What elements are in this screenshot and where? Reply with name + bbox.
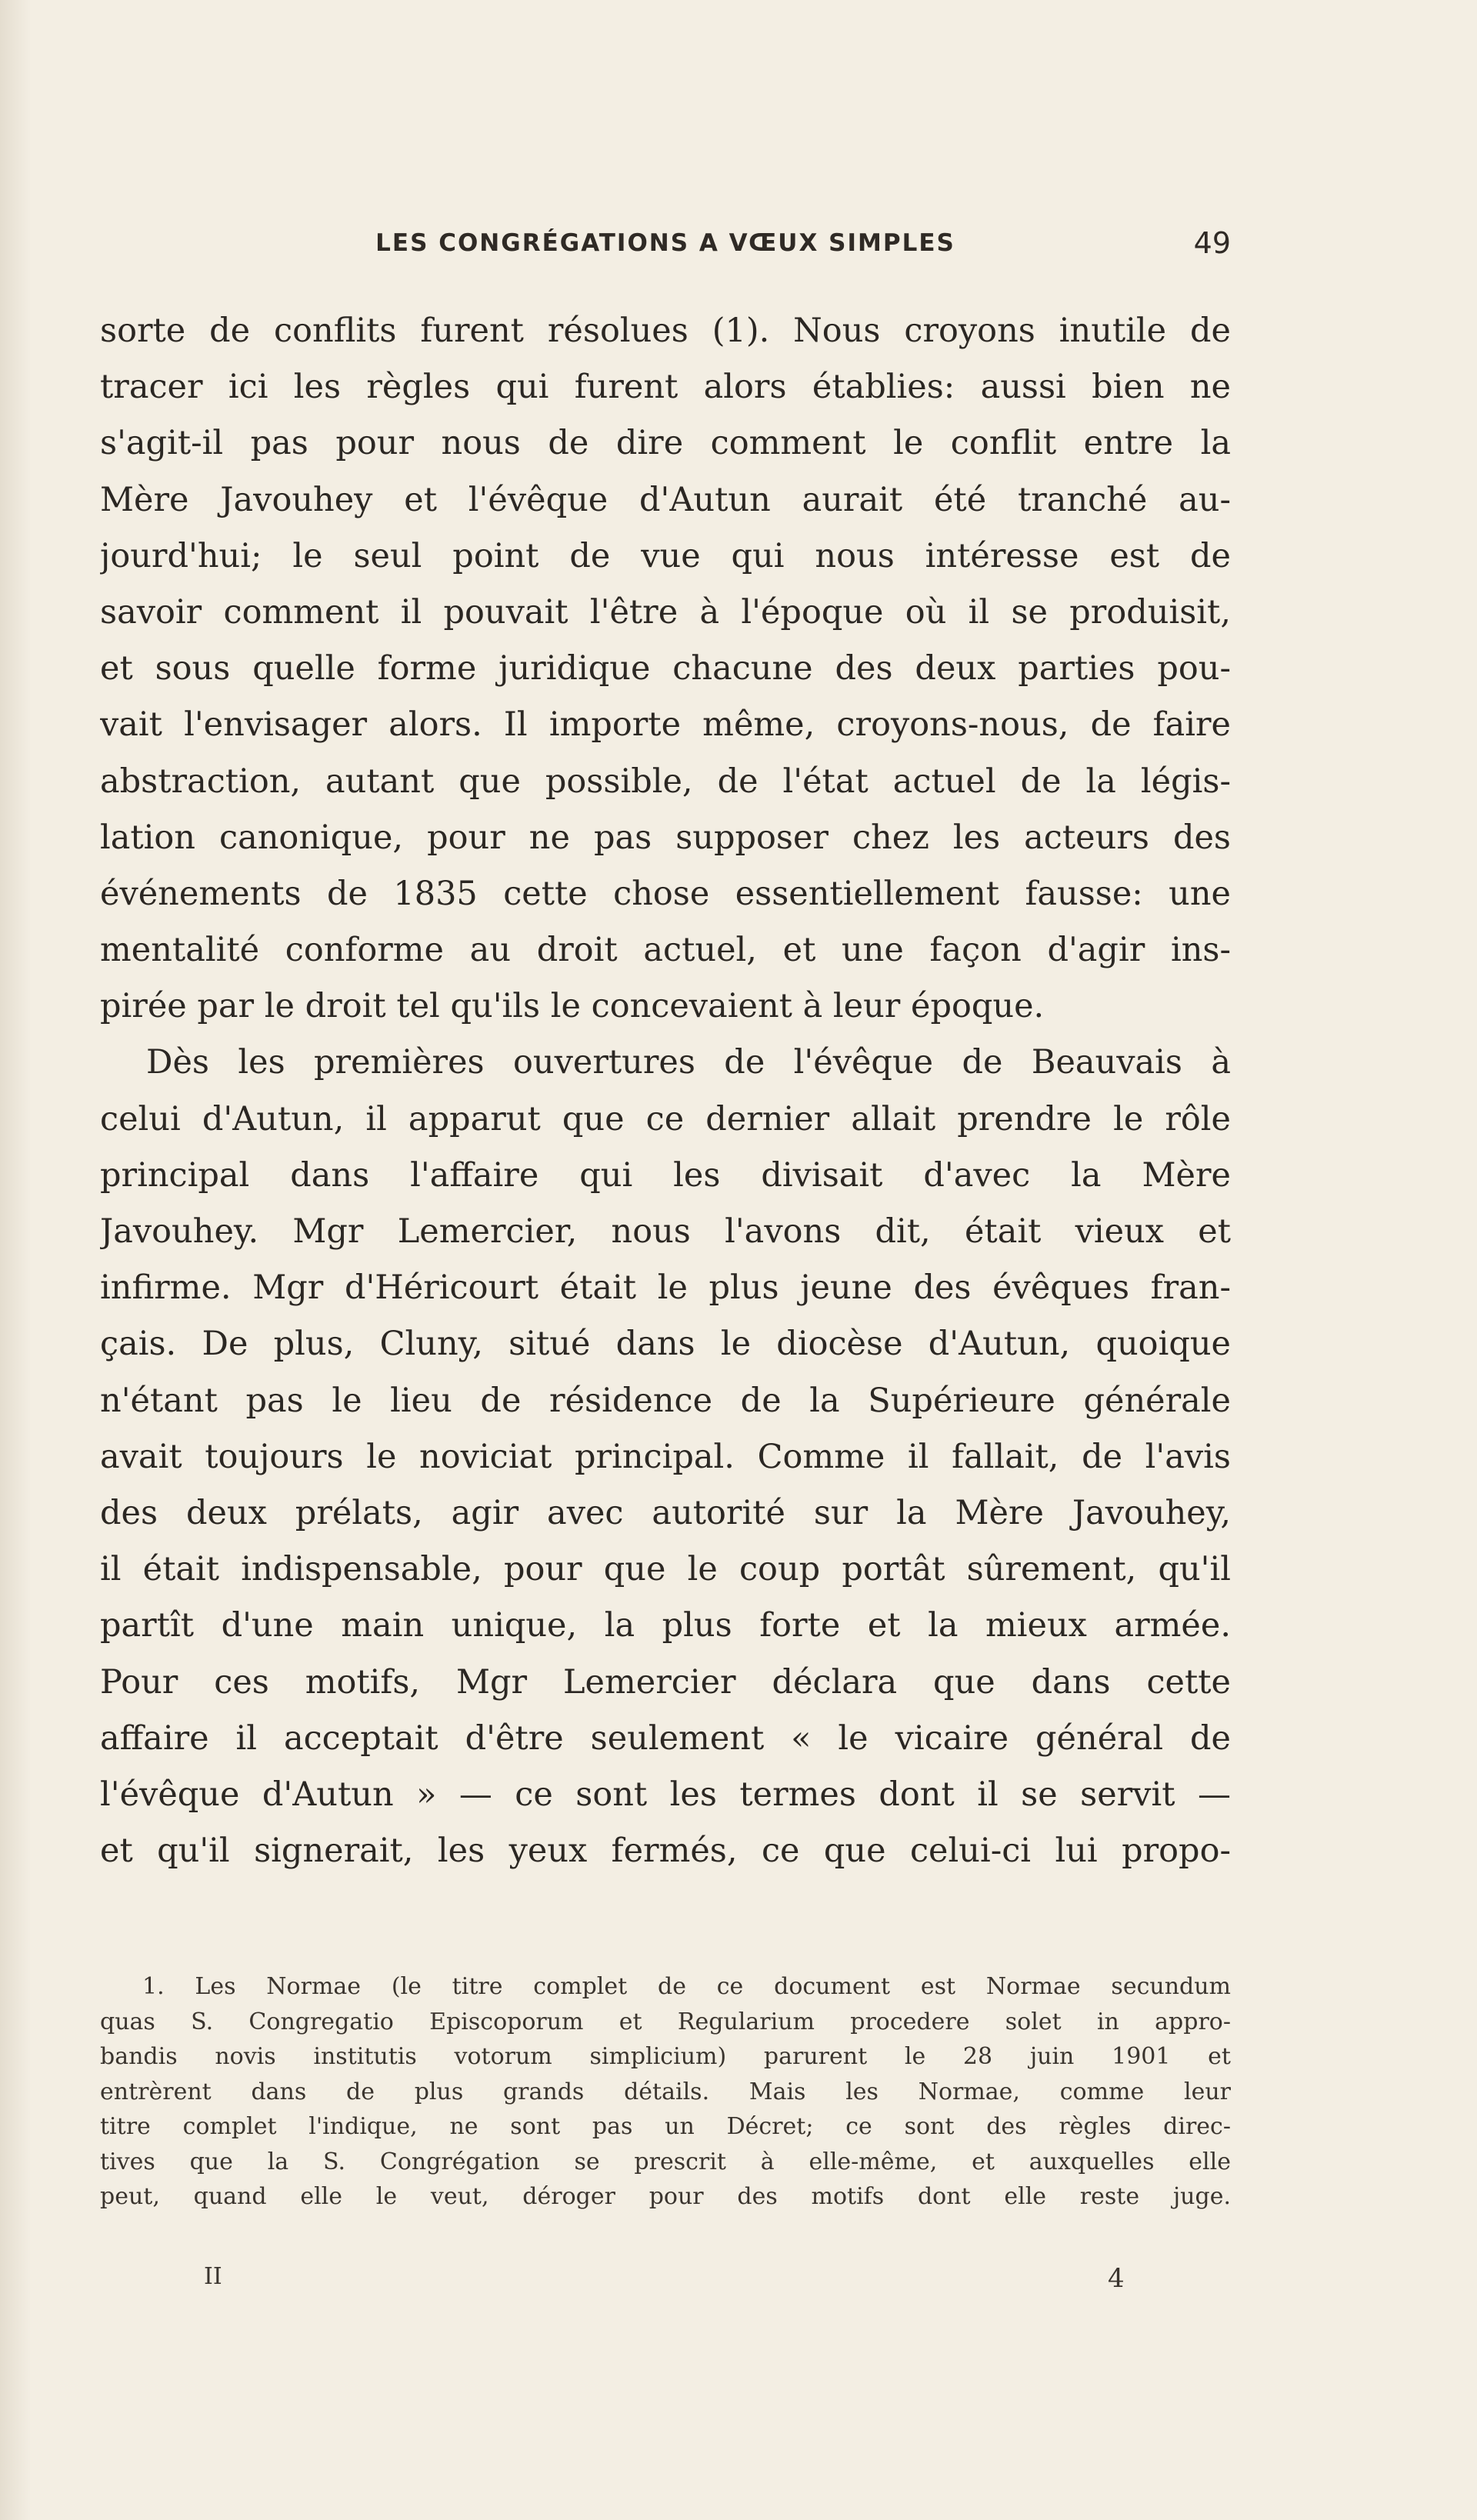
text-line: tracer ici les règles qui furent alors établies: aussi bien ne (100, 368, 1231, 407)
text-line: infirme. Mgr d'Héricourt était le plus jeune des évêques fran- (100, 1268, 1231, 1308)
footnote-line: bandis novis institutis votorum simplicium) parurent le 28 juin 1901 et (100, 2043, 1231, 2070)
text-line: l'évêque d'Autun » — ce sont les termes dont il se servit — (100, 1775, 1231, 1814)
text-line: et sous quelle forme juridique chacune des deux parties pou- (100, 649, 1231, 688)
footnote-line: 1. Les Normae (le titre complet de ce document est Normae secundum (142, 1973, 1231, 2000)
text-line-paragraph-start: Dès les premières ouvertures de l'évêque de Beauvais à (146, 1043, 1231, 1082)
running-head (100, 226, 1231, 268)
text-line: Pour ces motifs, Mgr Lemercier déclara que dans cette (100, 1662, 1231, 1702)
text-line-paragraph-end: pirée par le droit tel qu'ils le concevaient à leur époque. (100, 987, 1045, 1026)
text-line: partît d'une main unique, la plus forte et la mieux armée. (100, 1606, 1231, 1645)
text-line: Javouhey. Mgr Lemercier, nous l'avons dit, était vieux et (100, 1212, 1231, 1251)
main-text (100, 303, 1231, 1879)
footnote-line: tives que la S. Congrégation se prescrit à elle-même, et auxquelles elle (100, 2148, 1231, 2175)
text-line: n'étant pas le lieu de résidence de la Supérieure générale (100, 1381, 1231, 1420)
text-line: principal dans l'affaire qui les divisait d'avec la Mère (100, 1155, 1231, 1195)
text-line: celui d'Autun, il apparut que ce dernier allait prendre le rôle (100, 1099, 1231, 1138)
text-line: sorte de conflits furent résolues (1). Nous croyons inutile de (100, 312, 1231, 350)
text-line: événements de 1835 cette chose essentiellement fausse: une (100, 874, 1231, 913)
page-footer (100, 2263, 1231, 2294)
text-line: des deux prélats, agir avec autorité sur la Mère Javouhey, (100, 1493, 1231, 1532)
footnote-line: quas S. Congregatio Episcoporum et Regularium procedere solet in appro- (100, 2008, 1231, 2035)
sheet-number: 4 (1108, 2263, 1125, 2294)
text-line: savoir comment il pouvait l'être à l'époque où il se produisit, (100, 592, 1231, 632)
text-line: il était indispensable, pour que le coup portât sûrement, qu'il (100, 1550, 1231, 1589)
text-line: Mère Javouhey et l'évêque d'Autun aurait été tranché au- (100, 480, 1231, 519)
footnote-line: titre complet l'indique, ne sont pas un Décret; ce sont des règles direc- (100, 2113, 1231, 2140)
text-line: mentalité conforme au droit actuel, et une façon d'agir ins- (100, 931, 1231, 970)
text-line: abstraction, autant que possible, de l'état actuel de la légis- (100, 762, 1231, 801)
text-line: avait toujours le noviciat principal. Comme il fallait, de l'avis (100, 1437, 1231, 1476)
text-line: vait l'envisager alors. Il importe même, croyons-nous, de faire (100, 705, 1231, 745)
text-line: lation canonique, pour ne pas supposer chez les acteurs des (100, 818, 1231, 857)
text-line: jourd'hui; le seul point de vue qui nous intéresse est de (100, 536, 1231, 575)
footnote (100, 1969, 1231, 2215)
text-line: s'agit-il pas pour nous de dire comment le conflit entre la (100, 424, 1231, 463)
running-head-title: LES CONGRÉGATIONS A VŒUX SIMPLES (375, 229, 955, 257)
page-gutter-shadow (0, 0, 31, 2520)
footnote-line: peut, quand elle le veut, déroger pour des motifs dont elle reste juge. (100, 2183, 1231, 2210)
text-line: çais. De plus, Cluny, situé dans le diocèse d'Autun, quoique (100, 1325, 1231, 1364)
text-line: et qu'il signerait, les yeux fermés, ce que celui-ci lui propo- (100, 1832, 1231, 1871)
footnote-line: entrèrent dans de plus grands détails. Mais les Normae, comme leur (100, 2078, 1231, 2105)
text-line: affaire il acceptait d'être seulement « le vicaire général de (100, 1718, 1231, 1758)
page-number: 49 (1193, 226, 1231, 260)
signature-mark: II (204, 2263, 222, 2290)
